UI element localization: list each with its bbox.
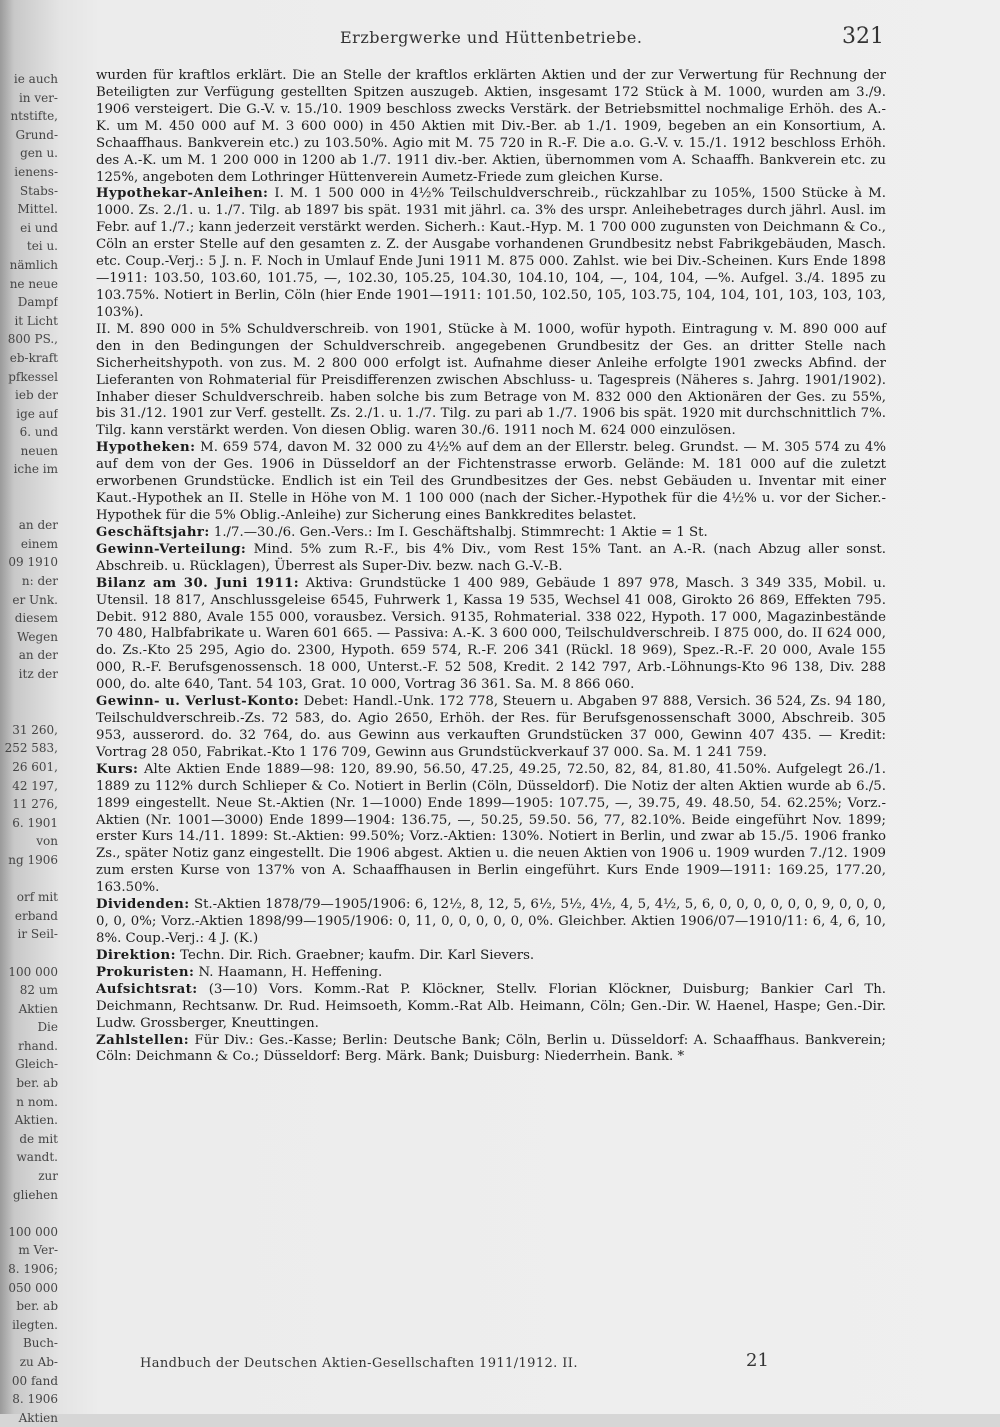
- previous-page-fragment: 6. und: [19, 425, 58, 440]
- section-label: Bilanz am 30. Juni 1911:: [96, 575, 300, 591]
- previous-page-fragment: gen u.: [20, 146, 58, 161]
- report-paragraph: [96, 525, 886, 542]
- previous-page-edge-column: [0, 70, 58, 1427]
- section-label: Geschäftsjahr:: [96, 524, 210, 540]
- previous-page-fragment: Wegen: [17, 629, 58, 644]
- previous-page-fragment: er Unk.: [12, 592, 58, 607]
- paragraph-text: Aktiva: Grundstücke 1 400 989, Gebäude 1 897 978, Masch. 3 349 335, Mobil. u. Utensil. 18 817, Anschlussgeleise 6545, Fuhrwerk 1, Kassa 19 535, Wechsel 41 008, Giroktо 26 869, Effekten 795. Debit. 912 880, Avale 155 000, vorausbez. Versich. 9135, Rohmaterial. 338 022, Hypoth. 17 000, Magazinbestände 70 480, Halbfabrikate u. Waren 601 665. — Passiva: A.-K. 3 600 000, Teilschuldverschreib. I 875 000, do. II 624 000, do. Zs.-Kto 25 295, Agio do. 2300, Hypoth. 659 574, R.-F. 206 341 (Rückl. 18 969), Spez.-R.-F. 20 000, Avale 155 000, R.-F. Berufsgenossensch. 18 000, Unterst.-F. 52 508, Kredit. 2 142 797, Arb.-Löhnungs-Kto 96 138, Div. 288 000, do. alte 640, Tant. 54 103, Grat. 10 000, Vortrag 36 361. Sa. M. 8 866 060.: [96, 575, 886, 693]
- previous-page-fragment: ntstifte,: [10, 109, 58, 124]
- paragraph-text: N. Haamann, H. Heffening.: [198, 964, 383, 980]
- previous-page-fragment: 100 000: [8, 964, 58, 979]
- previous-page-fragment: rhand.: [18, 1038, 58, 1053]
- previous-page-fragment: 100 000: [8, 1224, 58, 1239]
- paragraph-text: Für Div.: Ges.-Kasse; Berlin: Deutsche Bank; Cöln, Berlin u. Düsseldorf: A. Schaaffhaus. Bankverein; Cöln: Deichmann & Co.; Düsseldorf: Berg. Märk. Bank; Duisburg: Niederrhein. Bank. *: [96, 1032, 886, 1065]
- previous-page-fragment: 00 fand: [11, 1373, 58, 1388]
- previous-page-fragment: 31 260,: [12, 722, 58, 737]
- previous-page-fragment: wandt.: [16, 1150, 58, 1165]
- section-label: Dividenden:: [96, 897, 190, 913]
- report-paragraph: [96, 322, 886, 440]
- section-label: Gewinn-Verteilung:: [96, 541, 247, 557]
- paragraph-text: (3—10) Vors. Komm.-Rat P. Klöckner, Stellv. Florian Klöckner, Duisburg; Bankier Carl Th. Deichmann, Rechtsanw. Dr. Rud. Heimsoeth, Komm.-Rat Alb. Heimann, Cöln; Gen.-Dir. W. Haenel, Haspe; Gen.-Dir. Ludw. Grossberger, Kneuttingen.: [96, 981, 887, 1031]
- previous-page-fragment: ir Seil-: [17, 927, 58, 942]
- previous-page-fragment: diesem: [14, 611, 58, 626]
- report-paragraph: [96, 440, 886, 525]
- previous-page-fragment: tei u.: [26, 239, 58, 254]
- previous-page-fragment: zur: [38, 1169, 58, 1184]
- previous-page-fragment: pfkessel: [8, 369, 58, 384]
- page-number: 321: [842, 24, 884, 49]
- previous-page-fragment: Grund-: [15, 127, 58, 142]
- previous-page-fragment: ei und: [20, 220, 58, 235]
- report-paragraph: [96, 1033, 886, 1067]
- paragraph-text: Alte Aktien Ende 1889—98: 120, 89.90, 56.50, 47.25, 49.25, 72.50, 82, 84, 81.80, 41.50%. Aufgelegt 26./1. 1889 zu 112% durch Schlieper & Co. Notiert in Berlin (Cöln, Düsseldorf). Die Notiz der alten Aktien wurde ab 6./5. 1899 eingestellt. Neue St.-Aktien (Nr. 1—1000) Ende 1899—1905: 107.75, —, 39.75, 49. 48.50, 54. 62.25%; Vorz.-Aktien (Nr. 1001—3000) Ende 1899—1904: 136.75, —, 50.25, 59.50. 56, 77, 82.10%. Beide eingeführt Nov. 1899; erster Kurs 14./11. 1899: St.-Aktien: 99.50%; Vorz.-Aktien: 130%. Notiert in Berlin, und zwar ab 15./5. 1906 franko Zs., später Notiz ganz eingestellt. Die 1906 abgest. Aktien u. die neuen Aktien von 1906 u. 1909 wurden 7./12. 1909 zum ersten Kurse von 137% von A. Schaaffhausen in Berlin eingeführt. Kurs Ende 1909—1911: 169.25, 177.20, 163.50%.: [96, 761, 887, 896]
- previous-page-fragment: 6. 1901: [12, 815, 58, 830]
- previous-page-fragment: von: [36, 834, 58, 849]
- report-paragraph: [96, 948, 886, 965]
- previous-page-fragment: [0, 870, 58, 889]
- running-header: Erzbergwerke und Hüttenbetriebe.: [340, 28, 643, 47]
- previous-page-fragment: erband: [14, 908, 58, 923]
- paragraph-text: Techn. Dir. Rich. Graebner; kaufm. Dir. Karl Sievers.: [180, 947, 535, 963]
- previous-page-fragment: einem: [20, 536, 58, 551]
- previous-page-fragment: ng 1906: [8, 852, 58, 867]
- previous-page-fragment: 8. 1906;: [8, 1262, 58, 1276]
- previous-page-fragment: orf mit: [16, 890, 58, 905]
- previous-page-fragment: 050 000: [8, 1280, 58, 1295]
- report-paragraph: [96, 965, 886, 982]
- report-paragraph: [96, 68, 886, 186]
- report-paragraph: [96, 982, 886, 1033]
- section-label: Hypotheken:: [96, 440, 196, 456]
- previous-page-fragment: ienens-: [14, 164, 58, 179]
- previous-page-fragment: in ver-: [18, 90, 58, 105]
- previous-page-fragment: ber. ab: [16, 1076, 58, 1091]
- previous-page-fragment: 800 PS.,: [7, 332, 58, 347]
- previous-page-fragment: Aktien.: [14, 1113, 58, 1128]
- previous-page-fragment: [0, 702, 58, 721]
- report-paragraph: [96, 186, 886, 321]
- previous-page-fragment: Mittel.: [17, 202, 58, 217]
- paragraph-text: 1./7.—30./6. Gen.-Vers.: Im I. Geschäftshalbj. Stimmrecht: 1 Aktie = 1 St.: [213, 524, 708, 540]
- previous-page-fragment: 82 um: [19, 983, 58, 998]
- previous-page-fragment: Die: [37, 1020, 58, 1035]
- report-paragraph: [96, 542, 886, 576]
- previous-page-fragment: an der: [18, 518, 58, 533]
- previous-page-fragment: Dampf: [17, 295, 58, 310]
- previous-page-fragment: gliehen: [12, 1187, 58, 1202]
- previous-page-fragment: [0, 479, 58, 498]
- section-label: Prokuristen:: [96, 964, 195, 980]
- previous-page-fragment: 26 601,: [12, 759, 58, 774]
- previous-page-fragment: [0, 498, 58, 517]
- previous-page-fragment: 09 1910: [8, 555, 58, 570]
- paragraph-text: II. M. 890 000 in 5% Schuldverschreib. von 1901, Stücke à M. 1000, wofür hypoth. Eintragung v. M. 890 000 auf den in den Bedingungen der Schuldverschreib. angegebenen Grundbesitz der Ges. an dritter Stelle nach Sicherheitshypoth. von zus. M. 2 800 000 erfolgt ist. Aufnahme dieser Anleihe erfolgte 1901 zwecks Abfind. der Lieferanten von Rohmaterial für Preisdifferenzen zwischen Abschluss- u. Tagespreis (Näheres s. Jahrg. 1901/1902). Inhaber dieser Schuldverschreib. haben solche bis zum Betrage von M. 832 000 den Aktionären der Ges. zu 55%, bis 31./12. 1901 zur Verf. gestellt. Zs. 2./1. u. 1./7. Tilg. zu pari ab 1./7. 1906 bis spät. 1920 mit durchschnittlich 7%. Tilg. kann verstärkt werden. Von diesen Oblig. waren 30./6. 1911 noch M. 624 000 einzulösen.: [96, 321, 886, 439]
- paragraph-text: I. M. 1 500 000 in 4½% Teilschuldverschreib., rückzahlbar zu 105%, 1500 Stücke à M. 1000. Zs. 2./1. u. 1./7. Tilg. ab 1897 bis spät. 1931 mit jährl. ca. 3% des urspr. Anleihebetrages durch jährl. Ausl. im Febr. auf 1./7.; kann jederzeit verstärkt werden. Sicherh.: Kaut.-Hyp. M. 1 700 000 zugunsten von Deichmann & Co., Cöln an erster Stelle auf den gesamten z. Z. der Ausgabe vorhandenen Grundbesitz nebst Fabrikgebäuden, Masch. etc. Coup.-Verj.: 5 J. n. F. Noch in Umlauf Ende Juni 1911 M. 875 000. Zahlst. wie bei Div.-Scheinen. Kurs Ende 1898—1911: 103.50, 103.60, 101.75, —, 102.30, 105.25, 104.30, 104.10, 104, —, 104, 104, —%. Aufgel. 3./4. 1895 zu 103.75%. Notiert in Berlin, Cöln (hier Ende 1901—1911: 101.50, 102.50, 105, 103.75, 104, 104, 101, 103, 103, 103, 103%).: [96, 186, 886, 320]
- previous-page-fragment: ber. ab: [16, 1299, 58, 1314]
- previous-page-fragment: Aktien: [18, 1001, 58, 1016]
- previous-page-fragment: Aktien: [18, 1410, 58, 1425]
- previous-page-fragment: 42 197,: [12, 778, 58, 793]
- paragraph-text: St.-Aktien 1878/79—1905/1906: 6, 12½, 8, 12, 5, 6½, 5½, 4½, 4, 5, 4½, 5, 6, 0, 0, 0, 0, 0, 0, 9, 0, 0, 0, 0, 0, 0%; Vorz.-Aktien 1898/99—1905/1906: 0, 11, 0, 0, 0, 0, 0, 0%. Gleichber. Aktien 1906/07—1910/11: 6, 4, 6, 10, 8%. Coup.-Verj.: 4 J. (K.): [96, 897, 886, 947]
- previous-page-fragment: ieb der: [15, 388, 58, 403]
- previous-page-fragment: ne neue: [9, 276, 58, 291]
- previous-page-fragment: Buch-: [22, 1336, 58, 1351]
- report-paragraph: [96, 576, 886, 694]
- section-label: Direktion:: [96, 947, 176, 963]
- report-paragraph: [96, 897, 886, 948]
- paragraph-text: Mind. 5% zum R.-F., bis 4% Div., vom Rest 15% Tant. an A.-R. (nach Abzug aller sonst. Abschreib. u. Rücklagen), Überrest als Super-Div. bezw. nach G.-V.-B.: [96, 541, 886, 574]
- page-footer: Handbuch der Deutschen Aktien-Gesellschaften 1911/1912. II.: [140, 1356, 578, 1371]
- report-paragraph: [96, 694, 886, 762]
- previous-page-fragment: iche im: [13, 462, 58, 477]
- company-report-body: [96, 68, 886, 1066]
- paragraph-text: M. 659 574, davon M. 32 000 zu 4½% auf dem an der Ellerstr. beleg. Grundst. — M. 305 574 zu 4% auf dem von der Ges. 1906 in Düsseldorf an der Fichtenstrasse erworb. Gelände: M. 181 000 auf die zuletzt erworbenen Grundstücke. Endlich ist ein Teil des Grundbesitzes der Ges. nebst Gebäuden u. Inventar mit einer Kaut.-Hypothek an II. Stelle in Höhe von M. 1 100 000 (nach der Sicher.-Hypothek für die 4½% u. vor der Sicher.-Hypothek für die 5% Oblig.-Anleihe) zur Sicherung eines Bankkredites belastet.: [96, 440, 886, 523]
- previous-page-fragment: [0, 684, 58, 703]
- section-label: Kurs:: [96, 761, 139, 777]
- previous-page-fragment: n nom.: [16, 1094, 58, 1109]
- previous-page-fragment: zu Ab-: [19, 1354, 58, 1369]
- previous-page-fragment: n: der: [21, 574, 58, 589]
- section-label: Gewinn- u. Verlust-Konto:: [96, 694, 300, 710]
- previous-page-fragment: 252 583,: [4, 741, 58, 756]
- previous-page-fragment: itz der: [18, 667, 58, 681]
- section-label: Zahlstellen:: [96, 1032, 190, 1048]
- signature-number: 21: [746, 1350, 769, 1371]
- report-paragraph: [96, 762, 886, 897]
- previous-page-fragment: 8. 1906: [12, 1392, 58, 1407]
- previous-page-fragment: ie auch: [13, 72, 58, 86]
- previous-page-fragment: nämlich: [9, 257, 58, 272]
- previous-page-fragment: it Licht: [14, 313, 58, 328]
- section-label: Aufsichtsrat:: [96, 981, 198, 997]
- paragraph-text: wurden für kraftlos erklärt. Die an Stelle der kraftlos erklärten Aktien und der zur Verwertung für Rechnung der Beteiligten zur Verfügung gestellten Spitzen auszugeb. Aktien, insgesamt 172 Stück à M. 1000, wurden am 3./9. 1906 versteigert. Die G.-V. v. 15./10. 1909 beschloss zwecks Verstärk. der Betriebsmittel nochmalige Erhöh. des A.-K. um M. 450 000 auf M. 3 600 000) in 450 Aktien mit Div.-Ber. ab 1./1. 1909, begeben an ein Konsortium, A. Schaaffhaus. Bankverein etc.) zu 103.50%. Agio mit M. 75 720 in R.-F. Die a.o. G.-V. v. 15./1. 1912 beschloss Erhöh. des A.-K. um M. 1 200 000 in 1200 ab 1./7. 1911 div.-ber. Aktien, übernommen vom A. Schaaffh. Bankverein etc. zu 125%, angeboten dem Lothringer Hüttenverein Aumetz-Friede zum gleichen Kurse.: [96, 68, 886, 185]
- previous-page-fragment: m Ver-: [18, 1243, 58, 1258]
- previous-page-fragment: Stabs-: [19, 183, 58, 198]
- previous-page-fragment: an der: [18, 648, 58, 663]
- previous-page-fragment: neuen: [20, 443, 58, 458]
- previous-page-fragment: eb-kraft: [9, 350, 58, 365]
- previous-page-fragment: ige auf: [16, 406, 58, 421]
- section-label: Hypothekar-Anleihen:: [96, 186, 269, 202]
- previous-page-fragment: de mit: [19, 1131, 58, 1146]
- previous-page-fragment: [0, 1204, 58, 1223]
- previous-page-fragment: 11 276,: [12, 797, 58, 812]
- previous-page-fragment: Gleich-: [15, 1057, 58, 1072]
- previous-page-fragment: [0, 944, 58, 963]
- previous-page-fragment: ilegten.: [12, 1317, 58, 1332]
- paragraph-text: Debet: Handl.-Unk. 172 778, Steuern u. Abgaben 97 888, Versich. 36 524, Zs. 94 180, Teilschuldverschreib.-Zs. 72 583, do. Agio 2650, Erhöh. der Res. für Berufsgenossenschaft 3000, Abschreib. 305 953, ausserord. do. 32 764, do. aus Gewinn aus verkauften Grundstücken 37 000, Gewinn 407 435. — Kredit: Vortrag 28 050, Fabrikat.-Kto 1 176 709, Gewinn aus Grundstückverkauf 37 000. Sa. M. 1 241 759.: [96, 694, 886, 760]
